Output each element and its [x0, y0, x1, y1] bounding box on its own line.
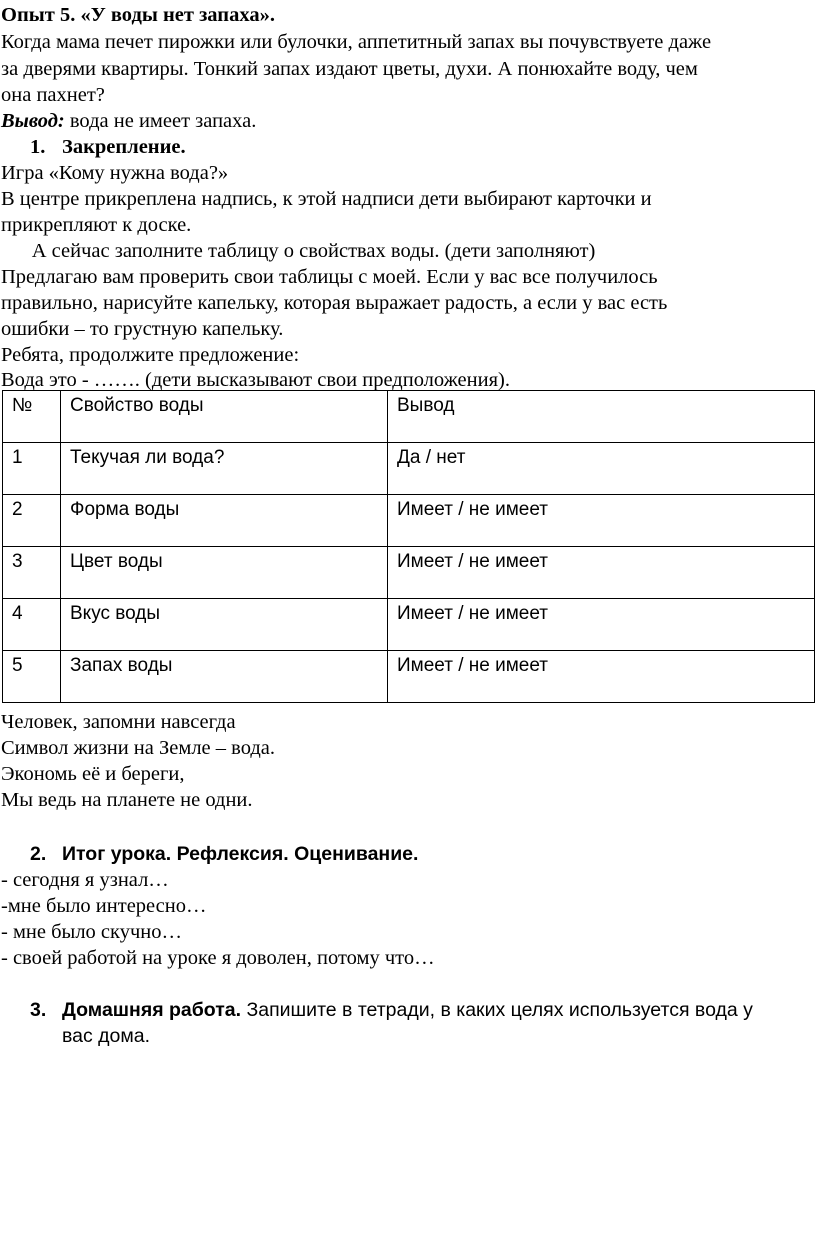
table-cell: 3 [3, 547, 61, 599]
game-title: Игра «Кому нужна вода?» [1, 162, 229, 184]
experiment-conclusion: Вывод: вода не имеет запаха. [1, 110, 257, 132]
body-line: Вода это - ……. (дети высказывают свои предположения). [1, 369, 510, 391]
table-cell: Имеет / не имеет [388, 547, 815, 599]
table-cell: 5 [3, 651, 61, 703]
body-line: В центре прикреплена надпись, к этой надписи дети выбирают карточки и [1, 188, 652, 210]
water-properties-table [2, 390, 815, 703]
table-cell: 4 [3, 599, 61, 651]
body-line: Предлагаю вам проверить свои таблицы с моей. Если у вас все получилось [1, 266, 658, 288]
body-line: Ребята, продолжите предложение: [1, 344, 300, 366]
table-row [3, 443, 815, 495]
table-header-cell: № [3, 391, 61, 443]
table-header-cell: Свойство воды [61, 391, 388, 443]
table-cell: Форма воды [61, 495, 388, 547]
poem-line: Символ жизни на Земле – вода. [1, 737, 276, 759]
table-cell: Имеет / не имеет [388, 599, 815, 651]
experiment-line: Когда мама печет пирожки или булочки, аппетитный запах вы почувствуете даже [1, 31, 712, 53]
table-cell: 1 [3, 443, 61, 495]
experiment-title: Опыт 5. «У воды нет запаха». [1, 4, 275, 26]
table-cell: Цвет воды [61, 547, 388, 599]
body-line: ошибки – то грустную капельку. [1, 318, 284, 340]
poem-line: Мы ведь на планете не одни. [1, 789, 253, 811]
table-header-row [3, 391, 815, 443]
table-row [3, 547, 815, 599]
body-line: правильно, нарисуйте капельку, которая выражает радость, а если у вас есть [1, 292, 668, 314]
reflection-item: -мне было интересно… [1, 895, 207, 917]
experiment-line: за дверями квартиры. Тонкий запах издают цветы, духи. А понюхайте воду, чем [1, 58, 698, 80]
reflection-item: - своей работой на уроке я доволен, потому что… [1, 947, 435, 969]
table-cell: Да / нет [388, 443, 815, 495]
table-cell: Запах воды [61, 651, 388, 703]
reflection-item: - мне было скучно… [1, 921, 182, 943]
table-cell: Имеет / не имеет [388, 651, 815, 703]
body-line: А сейчас заполните таблицу о свойствах воды. (дети заполняют) [1, 240, 596, 262]
table-header-cell: Вывод [388, 391, 815, 443]
table-cell: 2 [3, 495, 61, 547]
reflection-item: - сегодня я узнал… [1, 869, 169, 891]
poem-line: Экономь её и береги, [1, 763, 185, 785]
table-cell: Вкус воды [61, 599, 388, 651]
experiment-line: она пахнет? [1, 84, 105, 106]
table-row [3, 495, 815, 547]
table-cell: Имеет / не имеет [388, 495, 815, 547]
body-line: прикрепляют к доске. [1, 214, 192, 236]
table-row [3, 599, 815, 651]
poem-line: Человек, запомни навсегда [1, 711, 236, 733]
table-cell: Текучая ли вода? [61, 443, 388, 495]
table-row [3, 651, 815, 703]
